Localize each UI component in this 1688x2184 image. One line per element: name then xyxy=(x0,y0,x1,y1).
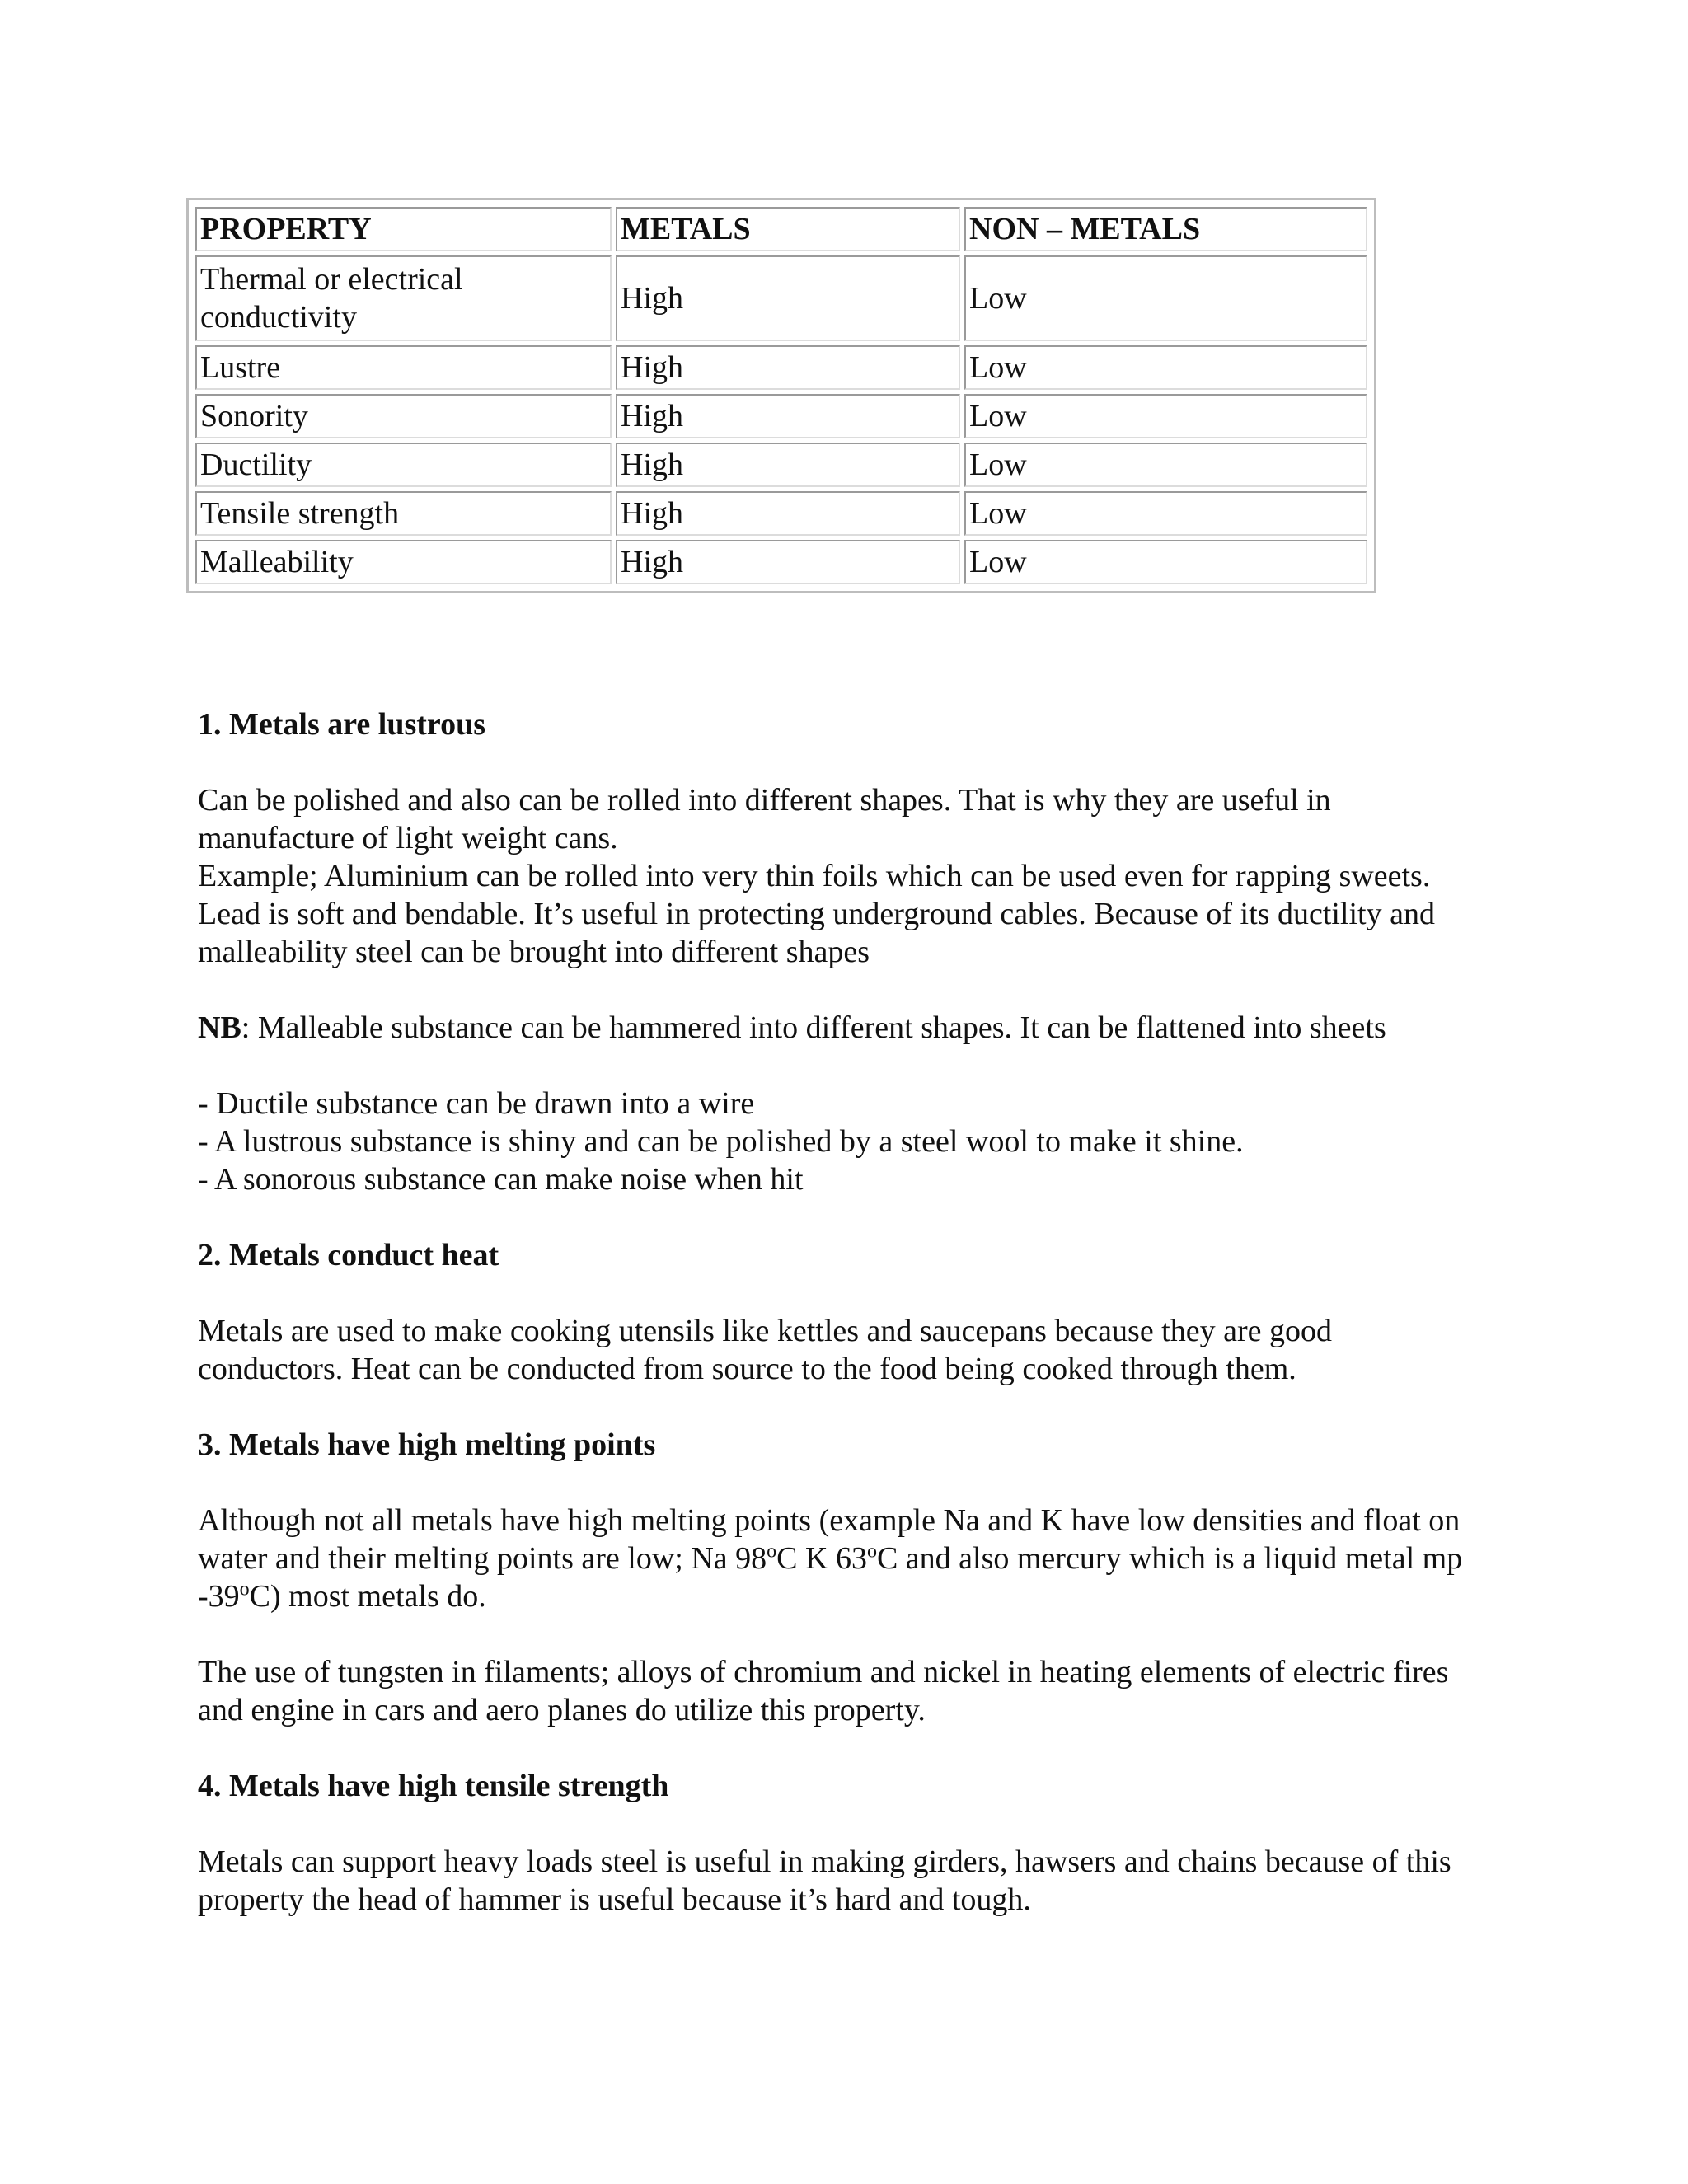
section-1-para-2: Example; Aluminium can be rolled into very thin foils which can be used even for rapping sweets. Lead is soft and bendable. It’s useful in protecting underground cables. Because of its ductility and malleability steel can be brought into different shapes xyxy=(198,859,1435,969)
table-row xyxy=(195,443,1367,487)
section-3-heading: 3. Metals have high melting points xyxy=(198,1427,656,1462)
text-run: Although not all metals have high melting points (example Na and K have low densities and float on water and their melting points are low; Na 98 xyxy=(198,1503,1461,1576)
table-cell: High xyxy=(616,345,960,390)
table-cell: Thermal or electrical conductivity xyxy=(195,255,612,341)
table-cell: Lustre xyxy=(195,345,612,390)
section-2-para: Metals are used to make cooking utensils like kettles and saucepans because they are good conductors. Heat can be conducted from source to the food being cooked through them. xyxy=(198,1314,1332,1386)
document-body xyxy=(198,705,1484,1957)
section-3-para-2: The use of tungsten in filaments; alloys of chromium and nickel in heating elements of electric fires and engine in cars and aero planes do utilize this property. xyxy=(198,1655,1449,1727)
section-1-para-1: Can be polished and also can be rolled into different shapes. That is why they are useful in manufacture of light weight cans. xyxy=(198,783,1331,855)
table-cell: Low xyxy=(964,443,1367,487)
table-row xyxy=(195,345,1367,390)
section-4-para: Metals can support heavy loads steel is useful in making girders, hawsers and chains because of this property the head of hammer is useful because it’s hard and tough. xyxy=(198,1844,1451,1917)
text-run: C and also mercury which is a liquid metal mp -39 xyxy=(198,1541,1463,1614)
header-non-metals: NON – METALS xyxy=(964,207,1367,251)
table-cell: High xyxy=(616,491,960,536)
table-row xyxy=(195,540,1367,584)
table-cell: High xyxy=(616,540,960,584)
nb-label: NB xyxy=(198,1010,241,1045)
table-cell: Low xyxy=(964,394,1367,438)
definitions-list xyxy=(198,1085,1484,1198)
header-property: PROPERTY xyxy=(195,207,612,251)
degree-superscript: o xyxy=(866,1540,877,1563)
nb-text: : Malleable substance can be hammered into different shapes. It can be flattened into sheets xyxy=(241,1010,1386,1045)
degree-superscript: o xyxy=(767,1540,777,1563)
table-cell: Malleability xyxy=(195,540,612,584)
table-cell: Sonority xyxy=(195,394,612,438)
degree-superscript: o xyxy=(239,1578,250,1601)
text-run: C K 63 xyxy=(776,1541,867,1576)
table-row xyxy=(195,491,1367,536)
table-cell: Low xyxy=(964,345,1367,390)
section-1-paragraphs xyxy=(198,781,1484,971)
section-3-para-1 xyxy=(198,1502,1484,1615)
nb-note xyxy=(198,1009,1484,1047)
table-cell: Low xyxy=(964,255,1367,341)
table-cell: High xyxy=(616,443,960,487)
text-run: C) most metals do. xyxy=(249,1579,486,1614)
table-cell: Ductility xyxy=(195,443,612,487)
list-item: - A sonorous substance can make noise when hit xyxy=(198,1162,804,1197)
table-cell: Tensile strength xyxy=(195,491,612,536)
section-2-heading: 2. Metals conduct heat xyxy=(198,1238,499,1272)
list-item: - Ductile substance can be drawn into a wire xyxy=(198,1086,755,1121)
table-cell: High xyxy=(616,394,960,438)
section-4-heading: 4. Metals have high tensile strength xyxy=(198,1769,669,1803)
table-cell: Low xyxy=(964,540,1367,584)
section-1-heading: 1. Metals are lustrous xyxy=(198,707,486,742)
table-header-row xyxy=(195,207,1367,251)
table-cell: Low xyxy=(964,491,1367,536)
table-row xyxy=(195,394,1367,438)
properties-table xyxy=(186,198,1376,593)
table-row xyxy=(195,255,1367,341)
header-metals: METALS xyxy=(616,207,960,251)
list-item: - A lustrous substance is shiny and can be polished by a steel wool to make it shine. xyxy=(198,1124,1244,1159)
table-cell: High xyxy=(616,255,960,341)
